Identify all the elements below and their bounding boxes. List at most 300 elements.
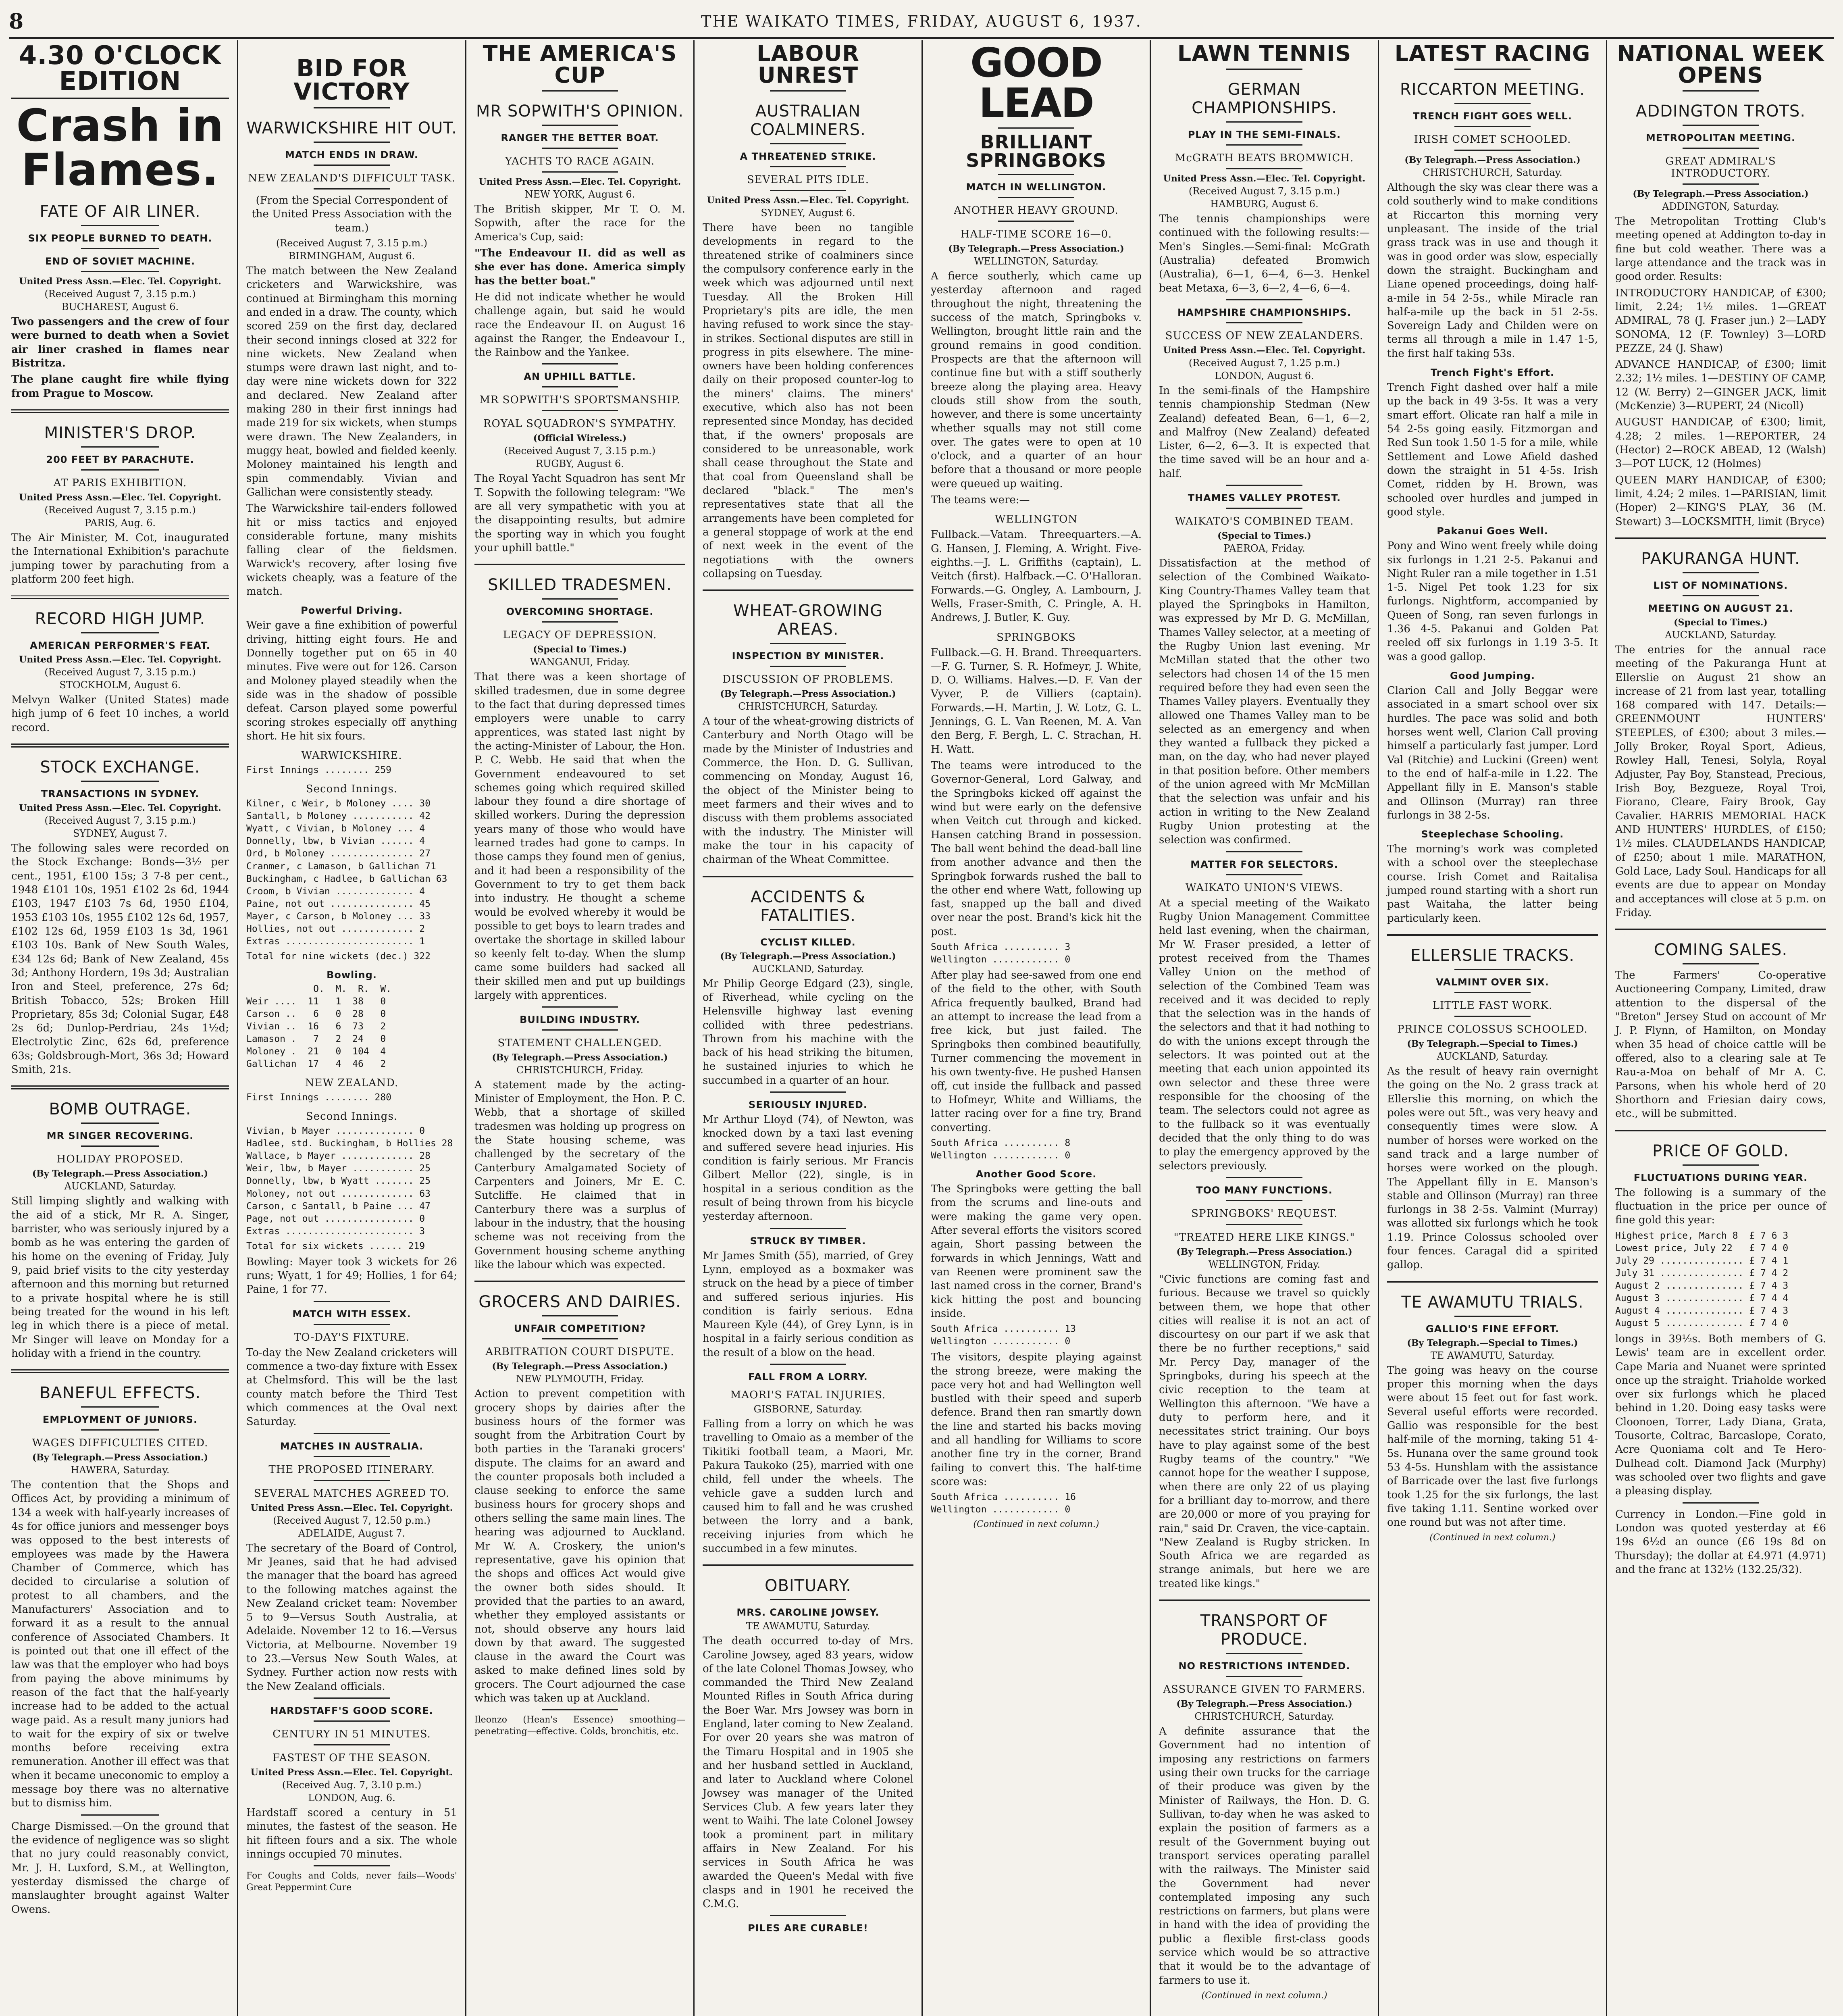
grocers-subhead: UNFAIR COMPETITION? — [514, 1323, 646, 1335]
dateline: WELLINGTON, Saturday. — [974, 256, 1099, 267]
divider — [770, 1364, 846, 1365]
race-result-2: ADVANCE HANDICAP, of £300; limit 2.32; 1½ miles. 1—DESTINY OF CAMP, 12 (W. Berry) 2—GINGER JACK, limit (McKenzie) 3—RUPERT, 24 (Nicoll) — [1615, 358, 1826, 412]
wheat-body: A tour of the wheat-growing districts of Canterbury and North Otago will be made by the Minister of Industries and Commerce, the Hon. D. G. Sullivan, commencing on Monday, August 16, the object of the Minister being to meet farmers and their wives and to discuss with them problems associated with the industry. The Minister will make the tour in his capacity of chairman of the Wheat Committee. — [703, 715, 913, 866]
dateline: TE AWAMUTU, Saturday. — [746, 1620, 870, 1632]
divider — [1226, 851, 1302, 852]
divider — [1226, 144, 1302, 146]
bomb-headline: BOMB OUTRAGE. — [49, 1100, 191, 1119]
transport-subhead: NO RESTRICTIONS INTENDED. — [1178, 1660, 1350, 1672]
wheat-subhead-2: DISCUSSION OF PROBLEMS. — [722, 673, 894, 686]
divider — [1683, 183, 1758, 185]
press-credit: (By Telegraph.—Press Association.) — [720, 689, 896, 700]
dateline: LONDON, August 6. — [1215, 370, 1314, 381]
nz-second-heading: Second Innings. — [306, 1110, 398, 1123]
dateline: BIRMINGHAM, August 6. — [288, 250, 415, 262]
grocers-subhead-2: ARBITRATION COURT DISPUTE. — [485, 1346, 674, 1358]
press-credit: (Official Wireless.) — [533, 433, 627, 444]
essex-body: To-day the New Zealand cricketers will commence a two-day fixture with Essex at Chelmsford. This will be the last county match before the Third Test which commences at the Oval next Saturday. — [246, 1346, 457, 1428]
press-credit: (By Telegraph.—Press Association.) — [1633, 189, 1809, 199]
stock-subhead: TRANSACTIONS IN SYDNEY. — [41, 788, 200, 800]
divider — [1226, 1676, 1302, 1677]
divider — [1226, 1200, 1302, 1201]
divider — [770, 643, 846, 644]
divider — [81, 1123, 159, 1124]
divider — [1683, 148, 1758, 149]
gold-subhead: FLUCTUATIONS DURING YEAR. — [1633, 1172, 1808, 1183]
received-line: (Received Aug. 7, 3.10 p.m.) — [282, 1779, 422, 1791]
divider — [1226, 121, 1302, 123]
accidents-headline: ACCIDENTS & FATALITIES. — [750, 887, 866, 925]
divider — [542, 598, 618, 600]
divider — [770, 90, 846, 92]
racing-crosshead: Good Jumping. — [1450, 670, 1535, 681]
springboks-team: Fullback.—G. H. Brand. Threequarters.—F. G. Turner, S. R. Hofmeyr, J. White, D. O. Williams. Halves.—D. F. Van der Vyver, P. de Villiers (captain). Forwards.—H. Martin, J. W. Lotz, G. L. Jennings, G. L. Van Reenen, M. A. Van den Berg, F. Bergh, L. C. Strachan, H. H. Watt. — [931, 646, 1142, 756]
hampshire-headline: HAMPSHIRE CHAMPIONSHIPS. — [1177, 306, 1352, 318]
divider — [1226, 485, 1302, 486]
divider — [81, 1814, 159, 1816]
divider — [314, 1697, 389, 1699]
dateline: BUCHAREST, August 6. — [61, 301, 179, 312]
divider — [770, 190, 846, 191]
dateline: TE AWAMUTU, Saturday. — [1430, 1350, 1555, 1361]
racing-headline: LATEST RACING — [1394, 41, 1591, 66]
advertisement: For Coughs and Colds, never fails—Woods' Great Peppermint Cure — [246, 1871, 457, 1893]
continued-note: (Continued in next column.) — [1429, 1533, 1556, 1543]
hardstaff-body: Hardstaff scored a century in 51 minutes, the fastest of the season. He hit fifteen fours and a six. The whole innings occupied 70 minutes. — [246, 1807, 457, 1860]
press-credit: (By Telegraph.—Press Association.) — [1404, 155, 1581, 165]
divider — [998, 127, 1074, 129]
divider — [81, 632, 159, 633]
aus-body: The secretary of the Board of Control, Mr Jeanes, said that he had advised the manager that the board has agreed to the following matches against the New Zealand cricket team: November 5 to 9—Versus South Australia, at Adelaide. November 12 to 16.—Versus Victoria, at Melbourne. November 19 to 23.—Versus New South Wales, at Sydney. Further action now rests with the New Zealand officials. — [246, 1542, 457, 1693]
column-7 — [1378, 40, 1606, 2016]
transport-subhead-2: ASSURANCE GIVEN TO FARMERS. — [1163, 1683, 1366, 1696]
bomb-subhead-2: HOLIDAY PROPOSED. — [56, 1153, 184, 1166]
wellington-team: Fullback.—Vatam. Threequarters.—A. G. Hansen, J. Fleming, A. Wright. Five-eighths.—J. L. Griffiths (captain), L. Veitch (first). Halfback.—C. O'Halloran. Forwards.—G. Ongley, A. Lambourn, J. Wells, Fraser-Smith, C. Pringle, A. H. Andrews, J. Butler, K. Guy. — [931, 529, 1142, 624]
press-credit: (By Telegraph.—Press Association.) — [720, 951, 896, 962]
gold-headline: PRICE OF GOLD. — [1652, 1141, 1789, 1160]
divider — [1454, 69, 1530, 70]
functions-subhead: SPRINGBOKS' REQUEST. — [1191, 1207, 1338, 1220]
press-credit: (Special to Times.) — [1217, 531, 1311, 541]
dateline: WANGANUI, Friday. — [530, 656, 630, 668]
wheat-subhead: INSPECTION BY MINISTER. — [732, 650, 884, 662]
dateline: CHRISTCHURCH, Saturday. — [738, 701, 878, 712]
labour-subhead: AUSTRALIAN COALMINERS. — [750, 102, 866, 139]
selectors-headline: MATTER FOR SELECTORS. — [1190, 858, 1338, 870]
section-divider — [1615, 1130, 1826, 1131]
divider — [542, 410, 618, 411]
thames-body: Dissatisfaction at the method of selection of the Combined Waikato-King Country-Thames Valley team that played the Springboks in Hamilton, was expressed by Mr D. G. McMillan, Thames Valley selector, at a meeting of the Rugby Union last evening. Mr McMillan stated that the other two selectors had chosen 14 of the 15 men required before they had even seen the Thames Valley players. Eventually they allowed one Thames Valley man to be selected as an emergency and when they wanted a fullback they picked a man, on the day, who had never played in that position before. Other members of the union agreed with Mr McMillan that the selection was unfair and his action in writing to the New Zealand Rugby Union protesting at the selection was confirmed. — [1159, 557, 1370, 846]
ellerslie-subhead: VALMINT OVER SIX. — [1436, 977, 1549, 988]
crash-subhead: FATE OF AIR LINER. — [40, 202, 201, 221]
columns — [9, 40, 1834, 2016]
dateline: HAMBURG, August 6. — [1210, 198, 1319, 210]
cricket-headline: BID FOR VICTORY — [293, 54, 410, 105]
divider — [1454, 126, 1530, 127]
divider — [998, 197, 1074, 198]
divider — [770, 1091, 846, 1093]
divider — [1683, 595, 1758, 596]
dateline: PAEROA, Friday. — [1223, 543, 1305, 554]
nz-total: Total for six wickets ...... 219 — [246, 1241, 425, 1252]
crash-subhead-3: END OF SOVIET MACHINE. — [45, 256, 196, 267]
currency-body: Currency in London.—Fine gold in London was quoted yesterday at £6 19s 6½d an ounce (£6 19s 8d on Thursday); the dollar at £4.971 (4.971) and the franc at 132½ (132.25/32). — [1615, 1508, 1826, 1576]
racing-body-3: Pony and Wino went freely while doing six furlongs in 1.21 2-5. Pakanui and Night Ruler ran a mile together in 1.51 1-5. Nigel Pet took 1.23 for six furlongs. Nightform, accompanied by Queen of Song, ran seven furlongs in 1.36 4-5. Pakanui and Golden Pat reeled off six furlongs in 1.19 3-5. It was a good gallop. — [1387, 540, 1598, 663]
racing-subhead: RICCARTON MEETING. — [1400, 80, 1585, 99]
tennis-headline: LAWN TENNIS — [1177, 41, 1352, 66]
racing-body-5: The morning's work was completed with a school over the steeplechase course. Irish Comet and Raitalisa jumped round starting with a short run past Waitaha, the latter being particularly keen. — [1387, 843, 1598, 925]
warwick-total: Total for nine wickets (dec.) 322 — [246, 951, 431, 962]
addington-subhead: ADDINGTON TROTS. — [1635, 102, 1806, 121]
rugby-headline: GOOD LEAD — [970, 40, 1102, 127]
divider — [81, 446, 159, 448]
dateline: CHRISTCHURCH, Saturday. — [1194, 1711, 1334, 1722]
divider — [314, 142, 389, 143]
dateline: RUGBY, August 6. — [536, 458, 624, 470]
edition-title: 4.30 O'CLOCK EDITION — [11, 43, 229, 99]
divider — [1454, 992, 1530, 993]
teams-line: The teams were:— — [931, 494, 1030, 506]
obituary-body: The death occurred to-day of Mrs. Caroline Jowsey, aged 83 years, widow of the late Colonel Thomas Jowsey, who commanded the Third New Zealand Mounted Rifles in South Africa during the Boer War. Mrs Jowsey was born in England, later coming to New Zealand. For over 20 years she was matron of the Timaru Hospital and in 1905 she and her husband settled in Auckland, and later to Auckland where Colonel Jowsey was manager of the United Services Club. A few years later they went to Waihi. The late Colonel Jowsey took a prominent part in military affairs in New Zealand. For his services in South Africa he was awarded the Queen's Medal with five clasps and in 1901 he received the C.M.G. — [703, 1635, 913, 1910]
americas-cup-body-2: He did not indicate whether he would challenge again, but said he would race the Endeavour II. on August 16 against the Ranger, the Endeavour I., the Rainbow and the Yankee. — [474, 291, 685, 359]
divider — [542, 125, 618, 126]
divider — [1454, 103, 1530, 104]
hardstaff-subhead: CENTURY IN 51 MINUTES. — [272, 1728, 431, 1740]
received-line: (Received August 7, 3.15 p.m.) — [1188, 185, 1340, 197]
rugby-subhead-4: HALF-TIME SCORE 16—0. — [960, 228, 1112, 240]
press-credit: (By Telegraph.—Press Association.) — [1176, 1699, 1352, 1710]
uphill-subhead: MR SOPWITH'S SPORTSMANSHIP. — [479, 394, 680, 406]
received-line: (Received August 7, 3.15 p.m.) — [44, 666, 196, 678]
score-4: South Africa .......... 16 Wellington ............ 0 — [931, 1492, 1076, 1515]
racing-continued-body: longs in 39½s. Both members of G. Lewis' team are in excellent order. Cape Maria and Nuanet were sprinted once up the straight. Triaholde worked over six furlongs which he placed behind in 1.20. Doing easy tasks were Cloonoen, Torrer, Lady Diana, Grata, Tousorte, Coltrac, Barcaslope, Corato, Acre Quoniama colt and Te Hero-Dulhead colt. Diamond Jack (Murphy) was schooled over two flights and gave a pleasing display. — [1615, 1333, 1826, 1497]
crash-subhead-2: SIX PEOPLE BURNED TO DEATH. — [28, 233, 212, 244]
americas-cup-body: The British skipper, Mr T. O. M. Sopwith, after the race for the America's Cup, said: — [474, 203, 685, 243]
lorry-subhead-2: MAORI'S FATAL INJURIES. — [730, 1389, 886, 1402]
section-divider — [1159, 1599, 1370, 1601]
column-4 — [693, 40, 922, 2016]
cyclist-body: Mr Philip George Edgard (23), single, of Riverhead, while cycling on the Helensville highway last evening collided with three pedestrians. Thrown from his machine with the back of his head striking the bitumen, he sustained injuries to which he succumbed in a quarter of an hour. — [703, 977, 913, 1087]
tennis-body: The tennis championships were continued with the following results:—Men's Singles.—Semi-final: McGrath (Australia) defeated Bromwich (Australia), 6—1, 6—4, 6—3. Henkel beat Metaxa, 6—3, 6—2, 4—6, 6—4. — [1159, 213, 1370, 294]
dateline: ADELAIDE, August 7. — [298, 1527, 405, 1539]
divider — [1683, 1164, 1758, 1166]
minister-headline: MINISTER'S DROP. — [44, 423, 196, 442]
hardstaff-headline: HARDSTAFF'S GOOD SCORE. — [270, 1705, 433, 1716]
injured-subhead: SERIOUSLY INJURED. — [749, 1099, 867, 1111]
cricket-subhead-2: MATCH ENDS IN DRAW. — [285, 149, 418, 160]
divider — [1226, 168, 1302, 169]
thames-headline: THAMES VALLEY PROTEST. — [1188, 492, 1341, 504]
press-credit: United Press Assn.—Elec. Tel. Copyright. — [250, 1767, 453, 1778]
press-credit: (By Telegraph.—Press Association.) — [32, 1452, 208, 1463]
divider — [1226, 508, 1302, 509]
advertisement: Ileonzo (Hean's Essence) smoothing—penetrating—effective. Colds, bronchitis, etc. — [474, 1715, 685, 1737]
te-awamutu-headline: TE AWAMUTU TRIALS. — [1401, 1293, 1584, 1312]
aus-subhead-2: SEVERAL MATCHES AGREED TO. — [254, 1487, 449, 1500]
received-line: (Received August 7, 3.15 p.m.) — [44, 288, 196, 300]
dateline: SYDNEY, August 6. — [761, 207, 855, 219]
section-divider — [1387, 934, 1598, 936]
press-credit: United Press Assn.—Elec. Tel. Copyright. — [707, 195, 909, 206]
section-divider — [703, 1564, 913, 1566]
dateline: CHRISTCHURCH, Friday. — [516, 1064, 643, 1076]
divider — [1683, 90, 1758, 92]
press-credit: (By Telegraph.—Press Association.) — [492, 1361, 668, 1372]
section-divider — [11, 1369, 229, 1373]
jump-subhead: AMERICAN PERFORMER'S FEAT. — [30, 640, 210, 652]
score-1: South Africa .......... 3 Wellington ............ 0 — [931, 942, 1071, 965]
dateline: NEW PLYMOUTH, Friday. — [516, 1373, 644, 1385]
press-credit: (Special to Times.) — [533, 644, 627, 655]
thames-subhead: WAIKATO'S COMBINED TEAM. — [1175, 515, 1354, 528]
tennis-subhead-2: PLAY IN THE SEMI-FINALS. — [1188, 129, 1341, 140]
racing-subhead-3: IRISH COMET SCHOOLED. — [1414, 133, 1571, 146]
press-credit: United Press Assn.—Elec. Tel. Copyright. — [19, 276, 221, 287]
essex-subhead: TO-DAY'S FIXTURE. — [293, 1331, 410, 1343]
divider — [770, 1228, 846, 1229]
sales-headline: COMING SALES. — [1654, 941, 1788, 960]
skilled-subhead-2: LEGACY OF DEPRESSION. — [503, 629, 657, 641]
minister-subhead-2: AT PARIS EXHIBITION. — [53, 477, 187, 489]
divider — [314, 188, 389, 190]
divider — [81, 1406, 159, 1408]
racing-crosshead: Steeplechase Schooling. — [1421, 829, 1564, 840]
bowling-table: O. M. R. W. Weir .... 11 1 38 0 Carson .. 6 0 28 0 Vivian .. 16 6 73 2 Lamason . 7 2 24 0 Moloney . 21 0 104 4 Gallichan 17 4 46 2 — [246, 983, 392, 1070]
functions-headline: TOO MANY FUNCTIONS. — [1196, 1184, 1333, 1196]
divider — [1683, 963, 1758, 964]
minister-subhead: 200 FEET BY PARACHUTE. — [46, 454, 194, 465]
national-week-headline: NATIONAL WEEK OPENS — [1617, 41, 1824, 88]
stock-body: The following sales were recorded on the Stock Exchange: Bonds—3½ per cent., 1951, £100 15s; 3 7-8 per cent., 1948 £101 10s, 1951 £102 2s 6d, 1944 £103, 1947 £103 7s 6d, 1950 £104, 1953 £103 10s, 1955 £102 12s 6d, 1957, £102 12s 6d, 1959 £103 1s 3d, 1961 £103 10s. Bank of New South Wales, £34 12s 6d; Bank of New Zealand, 45s 3d; Anthony Hordern, 19s 3d; Australian Iron and Steel, preference, 27s 6d; British Tobacco, 52s; Broken Hill Proprietary, 85s 3d; Colonial Sugar, £48 2s 6d; Dunlop-Perdriau, 24s 1½d; Electrolytic Zinc, 62s 6d, preference 63s; Goldsbrough-Mort, 36s 3d; Howard Smith, 21s. — [11, 842, 229, 1076]
divider — [542, 148, 618, 149]
te-awamutu-subhead: GALLIO'S FINE EFFORT. — [1425, 1323, 1560, 1335]
section-divider — [1387, 1281, 1598, 1283]
section-divider — [11, 595, 229, 599]
bomb-subhead: MR SINGER RECOVERING. — [46, 1130, 194, 1142]
americas-cup-subhead: MR SOPWITH'S OPINION. — [476, 102, 684, 121]
gold-body: The following is a summary of the fluctuation in the price per ounce of fine gold this year: — [1615, 1186, 1826, 1227]
lorry-body: Falling from a lorry on which he was travelling to Omaio as a member of the Tikitiki football team, a Maori, Mr. Pakura Taukoko (25), married with one child, fell under the wheels. The vehicle gave a sudden lurch and caused him to fall and he was crushed between the lorry and a bank, receiving injuries from which he succumbed in a few minutes. — [703, 1418, 913, 1555]
press-credit: United Press Assn.—Elec. Tel. Copyright. — [19, 492, 221, 503]
divider — [998, 221, 1074, 222]
dateline: AUCKLAND, Saturday. — [752, 963, 864, 975]
section-divider — [703, 589, 913, 591]
divider — [542, 171, 618, 173]
continued-note: (Continued in next column.) — [973, 1519, 1099, 1530]
section-divider — [474, 1281, 685, 1282]
divider — [1454, 1016, 1530, 1017]
skilled-headline: SKILLED TRADESMEN. — [488, 576, 672, 595]
pakuranga-body: The entries for the annual race meeting of the Pakuranga Hunt at Ellerslie on August 21 show an increase of 21 from last year, totalling 168 compared with 147. Details:—GREENMOUNT HUNTERS' STEEPLES, of £300; about 3 miles.—Jolly Broker, Royal Sport, Adieus, Rowley Hall, Tenesi, Solyla, Royal Adjuster, Pay Boy, Stanstead, Precious, Irish Boy, Bezgueze, Royal Troi, Fiorano, Cleare, Fairy Brook, Gay Cavalier. HARRIS MEMORIAL HACK AND HUNTERS' HURDLES, of £150; 1½ miles. CLAUDELANDS HANDICAP, of £250; about 1 mile. MARATHON, Gold Lace, Lady Soul. Handicaps for all events are due to appear on Monday and acceptances will close at 5 p.m. on Friday. — [1615, 644, 1826, 919]
press-credit: United Press Assn.—Elec. Tel. Copyright. — [478, 177, 681, 187]
grocers-headline: GROCERS AND DAIRIES. — [478, 1293, 681, 1312]
nz-first-innings: First Innings ........ 280 — [246, 1092, 392, 1103]
divider — [1226, 322, 1302, 323]
addington-subhead-2: METROPOLITAN MEETING. — [1645, 132, 1796, 144]
dateline: GISBORNE, Saturday. — [753, 1404, 863, 1415]
divider — [770, 1599, 846, 1600]
divider — [1226, 1653, 1302, 1654]
uphill-subhead-2: ROYAL SQUADRON'S SYMPATHY. — [483, 418, 677, 430]
divider — [81, 1145, 159, 1147]
divider — [542, 1029, 618, 1031]
divider — [542, 386, 618, 387]
sopwith-quote: "The Endeavour II. did as well as she ever has done. America simply has the better boat." — [474, 247, 685, 287]
press-credit: United Press Assn.—Elec. Tel. Copyright. — [19, 654, 221, 665]
racing-crosshead: Trench Fight's Effort. — [1430, 367, 1555, 379]
crash-body: The plane caught fire while flying from Prague to Moscow. — [11, 373, 229, 400]
dateline: SYDNEY, August 7. — [73, 828, 168, 839]
labour-headline: LABOUR UNREST — [757, 41, 859, 88]
section-divider — [1615, 929, 1826, 930]
grocers-body: Action to prevent competition with grocery shops by dairies after the business hours of the former was sought from the Arbitration Court by both parties in the Taranaki grocers' dispute. The claims for an award and the counter proposals both included a clause seeking to enforce the same business hours for grocery shops and others selling the same main lines. The hearing was adjourned to Auckland. Mr W. A. Croskery, the union's representative, gave his opinion that the shops and offices Act would give the owner both sides should. It provided that the parties to an award, whether they employed assistants or not, should observe any hours laid down by that award. The suggested clause in the award the Court was asked to make defined lines sold by grocers. The Court adjourned the case which was taken up at Auckland. — [474, 1388, 685, 1705]
received-line: (Received August 7, 3.15 p.m.) — [44, 504, 196, 516]
divider — [314, 165, 389, 166]
divider — [542, 1315, 618, 1316]
rugby-crosshead: Another Good Score. — [976, 1168, 1097, 1180]
cyclist-subhead: CYCLIST KILLED. — [760, 936, 856, 948]
wheat-headline: WHEAT-GROWING AREAS. — [733, 602, 883, 639]
crash-lead: Two passengers and the crew of four were burned to death when a Soviet air liner crashed in flames near Bistritza. — [11, 316, 229, 369]
race-result-4: QUEEN MARY HANDICAP, of £300; limit, 4.24; 2 miles. 1—PARISIAN, limit (Hoper) 2—KING'S PLAY, 36 (M. Stewart) 3—LOCKSMITH, limit (Bryce) — [1615, 474, 1826, 528]
divider — [1226, 1224, 1302, 1225]
divider — [1226, 1177, 1302, 1178]
dateline: AUCKLAND, Saturday. — [64, 1181, 176, 1192]
warwick-heading: WARWICKSHIRE. — [301, 750, 402, 762]
pakuranga-subhead-2: MEETING ON AUGUST 21. — [1648, 602, 1793, 614]
tennis-subhead: GERMAN CHAMPIONSHIPS. — [1192, 80, 1337, 117]
hardstaff-subhead-2: FASTEST OF THE SEASON. — [272, 1752, 431, 1764]
press-credit: United Press Assn.—Elec. Tel. Copyright. — [19, 803, 221, 814]
divider — [314, 1456, 389, 1457]
press-credit: (By Telegraph.—Press Association.) — [948, 244, 1124, 254]
nz-bowling: Bowling: Mayer took 3 wickets for 26 runs; Wyatt, 1 for 49; Hollies, 1 for 64; Paine, 1 for 77. — [246, 1256, 457, 1296]
dateline: LONDON, Aug. 6. — [308, 1792, 395, 1804]
divider — [770, 143, 846, 144]
divider — [81, 225, 159, 226]
skilled-subhead: OVERCOMING SHORTAGE. — [506, 606, 654, 618]
dateline: AUCKLAND, Saturday. — [1437, 1051, 1548, 1062]
dateline: PARIS, Aug. 6. — [85, 517, 156, 529]
race-result-1: INTRODUCTORY HANDICAP, of £300; limit, 2.24; 1½ miles. 1—GREAT ADMIRAL, 78 (J. Fraser jun.) 2—LADY SONOMA, 12 (F. Townley) 3—LORD PEZZE, 24 (J. Shaw) — [1615, 287, 1826, 354]
divider — [81, 469, 159, 471]
jump-headline: RECORD HIGH JUMP. — [35, 610, 206, 629]
nz-heading: NEW ZEALAND. — [305, 1077, 399, 1089]
building-body: A statement made by the acting-Minister of Employment, the Hon. P. C. Webb, that a shortage of skilled tradesmen was holding up progress on the State housing scheme, was challenged by the secretary of the Canterbury Amalgamated Society of Carpenters and Joiners, Mr E. C. Sutcliffe. He claimed that in Canterbury there was a surplus of labour in the industry, that the housing scheme was not receiving from the Government housing scheme anything like the labour which was expected. — [474, 1079, 685, 1271]
received-line: (Received August 7, 3.15 p.m.) — [504, 445, 656, 457]
divider — [314, 1865, 389, 1866]
received-line: (Received August 7, 3.15 p.m.) — [44, 815, 196, 827]
ellerslie-body: As the result of heavy rain overnight the going on the No. 2 grass track at Ellerslie this morning, on which the poles were out 5ft., was very heavy and consequently times were slow. A number of horses were worked on the sand track and a large number of horses were worked on the plough. The Appellant filly in E. Manson's stable and Ollinson (Murray) ran three furlongs in 38 2-5s. Valmint (Murray) was allotted six furlongs which he took 1.19. Prince Colossus schooled over four fences. Caragal did a spirited gallop. — [1387, 1065, 1598, 1271]
received-line: (Received August 7, 12.50 p.m.) — [273, 1514, 431, 1526]
rugby-subhead-3: ANOTHER HEAVY GROUND. — [954, 204, 1119, 217]
ellerslie-headline: ELLERSLIE TRACKS. — [1410, 946, 1575, 965]
column-2 — [237, 40, 465, 2016]
ellerslie-subhead-2: LITTLE FAST WORK. — [1432, 1000, 1553, 1012]
charge-dismissed-body: Charge Dismissed.—On the ground that the evidence of negligence was so slight that no jury could reasonably convict, Mr. J. H. Luxford, S.M., at Wellington, yesterday dismissed the charge of manslaughter brought against Walter Owens. — [11, 1820, 229, 1916]
aus-headline: MATCHES IN AUSTRALIA. — [280, 1440, 424, 1452]
addington-body: The Metropolitan Trotting Club's meeting opened at Addington to-day in fine but cold weather. There was a large attendance and the track was in good order. Results: — [1615, 215, 1826, 283]
column-1 — [9, 40, 237, 2016]
uphill-headline: AN UPHILL BATTLE. — [524, 371, 636, 383]
springboks-heading: SPRINGBOKS — [996, 631, 1076, 644]
selectors-subhead: WAIKATO UNION'S VIEWS. — [1185, 881, 1344, 894]
received-line: (Received August 7, 3.15 p.m.) — [276, 237, 428, 249]
te-awamutu-body: The going was heavy on the course proper this morning when the days were about 15 feet out for fast work. Several useful efforts were recorded. Gallio was responsible for the best half-mile of the morning, taking 51 4-5s. Hunana over the same ground took 53 4-5s. Hunshlam with the assistance of Barricade over the last five furlongs took 1.25 for the six furlongs, the last five taking 1.11. Sentine worked over one round but was not after time. — [1387, 1364, 1598, 1529]
divider — [1454, 1316, 1530, 1317]
tennis-subhead-3: McGRATH BEATS BROMWICH. — [1175, 152, 1354, 164]
dateline: AUCKLAND, Saturday. — [1665, 629, 1776, 641]
divider — [314, 1324, 389, 1325]
press-credit: United Press Assn.—Elec. Tel. Copyright. — [250, 1502, 453, 1513]
dateline: ADDINGTON, Saturday. — [1662, 201, 1779, 212]
aus-subhead: THE PROPOSED ITINERARY. — [268, 1463, 435, 1476]
lorry-subhead: FALL FROM A LORRY. — [748, 1371, 868, 1383]
rugby-body-3: After play had see-sawed from one end of the field to the other, with South Africa frequently baulked, Brand had an attempt to increase the lead from a free kick, but just failed. The Springboks then combined beautifully, Turner commencing the movement in his own twenty-five. He pushed Hansen off, cut inside the fullback and passed to Hofmeyr, White and Williams, the latter racing over for a fine try, Brand converting. — [931, 969, 1142, 1134]
divider — [1226, 299, 1302, 300]
column-3 — [465, 40, 693, 2016]
section-divider — [11, 409, 229, 413]
score-3: South Africa .......... 13 Wellington ............ 0 — [931, 1324, 1076, 1347]
divider — [1226, 874, 1302, 875]
skilled-body: That there was a keen shortage of skilled tradesmen, due in some degree to the fact that during depressed times employers were unable to carry apprentices, was stated last night by the acting-Minister of Labour, the Hon. P. C. Webb. He said that when the Government endeavoured to set schemes going which required skilled labour they found a dire shortage of skilled workers. During the depression years many of those who would have learned trades had gone to camps. In those camps they found men of genius, and it had been a responsibility of the Government to try to get them back into industry. He thought a scheme would be evolved whereby it would be possible to get boys to learn trades and overtake the shortage in skilled labour so keenly felt to-day. When the slump came some builders had sacked all their skilled men and put up buildings largely with apprentices. — [474, 671, 685, 1002]
racing-body-2: Trench Fight dashed over half a mile up the back in 49 3-5s. It was a very smart effort. Olicate ran half a mile in 54 2-5s going easily. Fitzmorgan and Red Sun took 1.50 1-5 for a mile, while Settlement and Lowe Afield dashed down the straight in 51 4-5s. Irish Comet, ridden by H. Brown, was schooled over hurdles and jumped in good style. — [1387, 381, 1598, 518]
divider — [314, 1720, 389, 1722]
obituary-headline: OBITUARY. — [764, 1577, 852, 1595]
cricket-body-1: The match between the New Zealand cricketers and Warwickshire, was continued at Birmingham this morning and ended in a draw. The county, which scored 259 on the first day, declared their second innings closed at 322 for nine wickets. New Zealand when stumps were drawn last night, and to-day were nine wickets down for 322 and declared. New Zealand after making 280 in their first innings had made 219 for six wickets, when stumps were drawn. The New Zealanders, in muggy heat, bowled and fielded keenly. Moloney maintained his length and spin commendably. Vivian and Gallichan were consistently steady. — [246, 264, 457, 498]
press-credit: (Special to Times.) — [1674, 617, 1768, 628]
divider — [314, 1480, 389, 1481]
press-credit: United Press Assn.—Elec. Tel. Copyright. — [1163, 173, 1366, 184]
labour-subhead-3: SEVERAL PITS IDLE. — [747, 174, 869, 186]
warwick-first-innings: First Innings ........ 259 — [246, 765, 392, 776]
jump-body: Melvyn Walker (United States) made high jump of 6 feet 10 inches, a world record. — [11, 694, 229, 734]
divider — [81, 1429, 159, 1431]
pakuranga-subhead: LIST OF NOMINATIONS. — [1653, 579, 1788, 591]
received-line: (Received August 7, 1.25 p.m.) — [1188, 357, 1340, 369]
cricket-intro: (From the Special Correspondent of the United Press Association with the team.) — [252, 194, 452, 234]
divider — [770, 929, 846, 930]
baneful-subhead: EMPLOYMENT OF JUNIORS. — [42, 1414, 198, 1426]
baneful-subhead-2: WAGES DIFFICULTIES CITED. — [32, 1437, 208, 1450]
divider — [542, 1709, 618, 1710]
section-divider — [474, 564, 685, 565]
rugby-body-5: The visitors, despite playing against the strong breeze, were making the pace very hot and had Wellington well bustled with their speed and superb defence. Brand then ran smartly down the line and started his backs moving and all handling for Williams to score another fine try in the corner, Brand failing to convert this. The half-time score was: — [931, 1351, 1142, 1488]
cricket-crosshead: Powerful Driving. — [301, 605, 403, 616]
divider — [81, 248, 159, 249]
rugby-body-4: The Springboks were getting the ball from the scrums and line-outs and were making the game very open. After several efforts the visitors scored again, Short passing between the forwards in which Jennings, Watt and van Reenen were prominent saw the last named cross in the corner, Brand's kick hitting the post and bouncing inside. — [931, 1183, 1142, 1320]
addington-subhead-3: GREAT ADMIRAL'S INTRODUCTORY. — [1665, 155, 1776, 179]
divider — [81, 781, 159, 782]
cricket-subhead: WARWICKSHIRE HIT OUT. — [246, 119, 457, 137]
divider — [1454, 969, 1530, 970]
divider — [770, 1915, 846, 1916]
dateline: STOCKHOLM, August 6. — [59, 679, 181, 691]
divider — [314, 1433, 389, 1434]
building-subhead: STATEMENT CHALLENGED. — [497, 1037, 662, 1049]
cricket-subhead-3: NEW ZEALAND'S DIFFICULT TASK. — [248, 172, 456, 184]
divider — [314, 107, 389, 108]
nz-scorecard: Vivian, b Mayer .............. 0 Hadlee, std. Buckingham, b Hollies 28 Wallace, b Mayer ............. 28 Weir, lbw, b Mayer ........... 25 Donnelly, lbw, b Wyatt ....... 25 Moloney, not out ............. 63 Carson, c Santall, b Paine ... 47 Page, not out ................ 0 Extras ....................... 3 — [246, 1126, 453, 1237]
press-credit: (By Telegraph.—Special to Times.) — [1407, 1039, 1578, 1049]
functions-subhead-2: "TREATED HERE LIKE KINGS." — [1173, 1231, 1355, 1243]
divider — [542, 90, 618, 92]
warwick-scorecard: Kilner, c Weir, b Moloney .... 30 Santall, b Moloney ........... 42 Wyatt, c Vivian, b Moloney ... 4 Donnelly, lbw, b Vivian ...... 4 Ord, b Moloney ............... 27 Cranmer, c Lamason, b Gallichan 71 Buckingham, c Hadlee, b Gallichan 63 Croom, b Vivian .............. 4 Paine, not out ............... 45 Mayer, c Carson, b Moloney ... 33 Hollies, not out ............. 2 Extras ....................... 1 — [246, 798, 447, 947]
americas-cup-headline: THE AMERICA'S CUP — [483, 41, 677, 88]
section-divider — [1615, 537, 1826, 539]
timber-subhead: STRUCK BY TIMBER. — [750, 1235, 866, 1247]
dateline: NEW YORK, August 6. — [524, 189, 635, 200]
